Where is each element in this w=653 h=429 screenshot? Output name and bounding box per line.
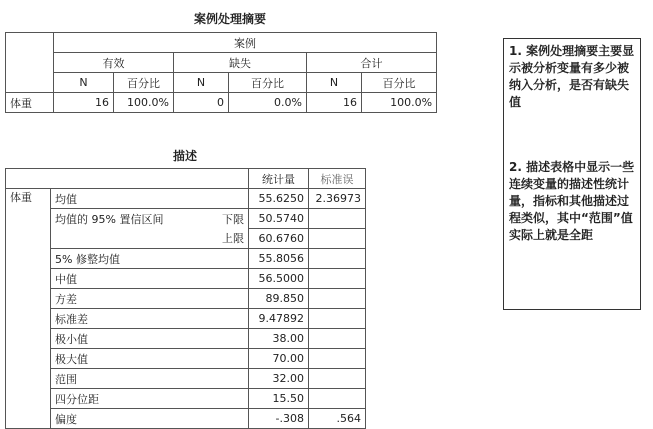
row-label: 标准差 [51,309,189,329]
row-label: 范围 [51,369,189,389]
se-value [309,349,366,369]
var-label: 体重 [6,189,51,429]
stat-value: 32.00 [249,369,309,389]
row-sublabel [189,349,249,369]
note-paragraph-2: 2. 描述表格中显示一些连续变量的描述性统计量，指标和其他描述过程类似，其中“范围”值实际上就是全距 [509,160,635,242]
row-sublabel [189,329,249,349]
row-label: 均值 [51,189,189,209]
annotation-box [503,38,641,310]
row-label: 极小值 [51,329,189,349]
stat-value: 55.8056 [249,249,309,269]
table-row [6,249,366,269]
stat-value: 15.50 [249,389,309,409]
table-row [6,289,366,309]
table-row [6,369,366,389]
se-value [309,369,366,389]
row-sublabel [189,369,249,389]
col-header: N [54,73,114,93]
cell-value: 0 [174,93,229,113]
row-sublabel: 上限 [189,229,249,249]
se-value [309,289,366,309]
se-value [309,309,366,329]
stat-value: 56.5000 [249,269,309,289]
stat-value: 38.00 [249,329,309,349]
table-row [6,329,366,349]
group-header: 案例 [54,33,437,53]
stat-value: 70.00 [249,349,309,369]
row-label: 极大值 [51,349,189,369]
note-paragraph-1: 1. 案例处理摘要主要显示被分析变量有多少被纳入分析，是否有缺失值 [509,44,635,109]
table-row [6,209,366,229]
stat-value: 60.6760 [249,229,309,249]
stat-value: 9.47892 [249,309,309,329]
se-value [309,269,366,289]
sub-header-missing: 缺失 [174,53,307,73]
row-sublabel: 下限 [189,209,249,229]
col-header: 百分比 [362,73,437,93]
row-label: 四分位距 [51,389,189,409]
row-sublabel [189,269,249,289]
row-sublabel [189,189,249,209]
corner-cell [6,169,249,189]
row-sublabel [189,289,249,309]
cell-value: 0.0% [229,93,307,113]
case-summary-title: 案例处理摘要 [193,12,266,26]
se-value [309,329,366,349]
se-value: 2.36973 [309,189,366,209]
col-header: 百分比 [229,73,307,93]
table-row [6,309,366,329]
row-label: 中值 [51,269,189,289]
row-sublabel [189,249,249,269]
se-value [309,389,366,409]
cell-value: 16 [54,93,114,113]
descriptives-title: 描述 [172,149,197,163]
stat-value: 55.6250 [249,189,309,209]
table-row [6,93,437,113]
descriptives-table [5,168,366,429]
se-value [309,209,366,229]
row-sublabel [189,389,249,409]
se-value: .564 [309,409,366,429]
row-label: 方差 [51,289,189,309]
sub-header-valid: 有效 [54,53,174,73]
table-row [6,349,366,369]
sub-header-total: 合计 [307,53,437,73]
stat-value: 50.5740 [249,209,309,229]
col-header-stat: 统计量 [249,169,309,189]
col-header: N [174,73,229,93]
row-label [51,229,189,249]
stat-value: 89.850 [249,289,309,309]
se-value [309,249,366,269]
table-row [6,269,366,289]
cell-value: 100.0% [114,93,174,113]
table-row [6,229,366,249]
case-summary-table [5,32,437,113]
table-row [6,389,366,409]
row-label: 均值的 95% 置信区间 [51,209,189,229]
col-header: N [307,73,362,93]
row-label: 体重 [6,93,54,113]
row-label: 5% 修整均值 [51,249,189,269]
stat-value: -.308 [249,409,309,429]
row-sublabel [189,309,249,329]
corner-cell [6,33,54,93]
col-header: 百分比 [114,73,174,93]
row-label: 偏度 [51,409,189,429]
se-value [309,229,366,249]
cell-value: 100.0% [362,93,437,113]
cell-value: 16 [307,93,362,113]
table-row [6,189,366,209]
col-header-se: 标准误 [309,169,366,189]
